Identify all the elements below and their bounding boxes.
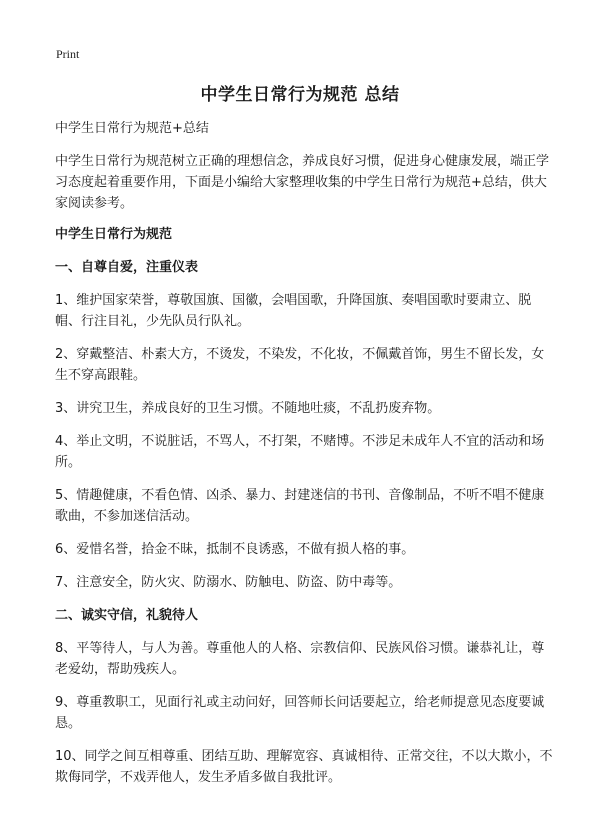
section-heading: 中学生日常行为规范 <box>55 227 173 242</box>
rule-item: 2、穿戴整洁、朴素大方，不烫发，不染发，不化妆，不佩戴首饰，男生不留长发，女生不穿高跟鞋。 <box>55 347 545 383</box>
rule-item: 8、平等待人，与人为善。尊重他人的人格、宗教信仰、民族风俗习惯。谦恭礼让，尊老爱幼，帮助残疾人。 <box>55 641 545 677</box>
page-title: 中学生日常行为规范 总结 <box>200 85 400 105</box>
rule-item: 7、注意安全，防火灾、防溺水、防触电、防盗、防中毒等。 <box>55 575 402 590</box>
rule-item: 1、维护国家荣誉，尊敬国旗、国徽，会唱国歌，升降国旗、奏唱国歌时要肃立、脱帽、行注目礼，少先队员行队礼。 <box>55 293 532 329</box>
subtitle: 中学生日常行为规范+总结 <box>55 121 209 136</box>
rule-item: 4、举止文明，不说脏话，不骂人，不打架，不赌博。不涉足未成年人不宜的活动和场所。 <box>55 434 545 470</box>
part-heading-2: 二、诚实守信，礼貌待人 <box>55 608 199 623</box>
intro-paragraph: 中学生日常行为规范树立正确的理想信念，养成良好习惯，促进身心健康发展，端正学习态度起着重要作用，下面是小编给大家整理收集的中学生日常行为规范+总结，供大家阅读参考。 <box>55 154 550 211</box>
print-link[interactable]: Print <box>56 47 80 61</box>
rule-item: 3、讲究卫生，养成良好的卫生习惯。不随地吐痰，不乱扔废弃物。 <box>55 401 441 416</box>
rule-item: 10、同学之间互相尊重、团结互助、理解宽容、真诚相待、正常交往，不以大欺小，不欺侮同学，不戏弄他人，发生矛盾多做自我批评。 <box>55 749 553 785</box>
document-body <box>55 118 555 800</box>
rule-item: 5、情趣健康，不看色情、凶杀、暴力、封建迷信的书刊、音像制品，不听不唱不健康歌曲，不参加迷信活动。 <box>55 488 545 524</box>
rule-item: 9、尊重教职工，见面行礼或主动问好，回答师长问话要起立，给老师提意见态度要诚恳。 <box>55 695 545 731</box>
rule-item: 6、爱惜名誉，拾金不昧，抵制不良诱惑，不做有损人格的事。 <box>55 542 415 557</box>
part-heading-1: 一、自尊自爱，注重仪表 <box>55 260 199 275</box>
